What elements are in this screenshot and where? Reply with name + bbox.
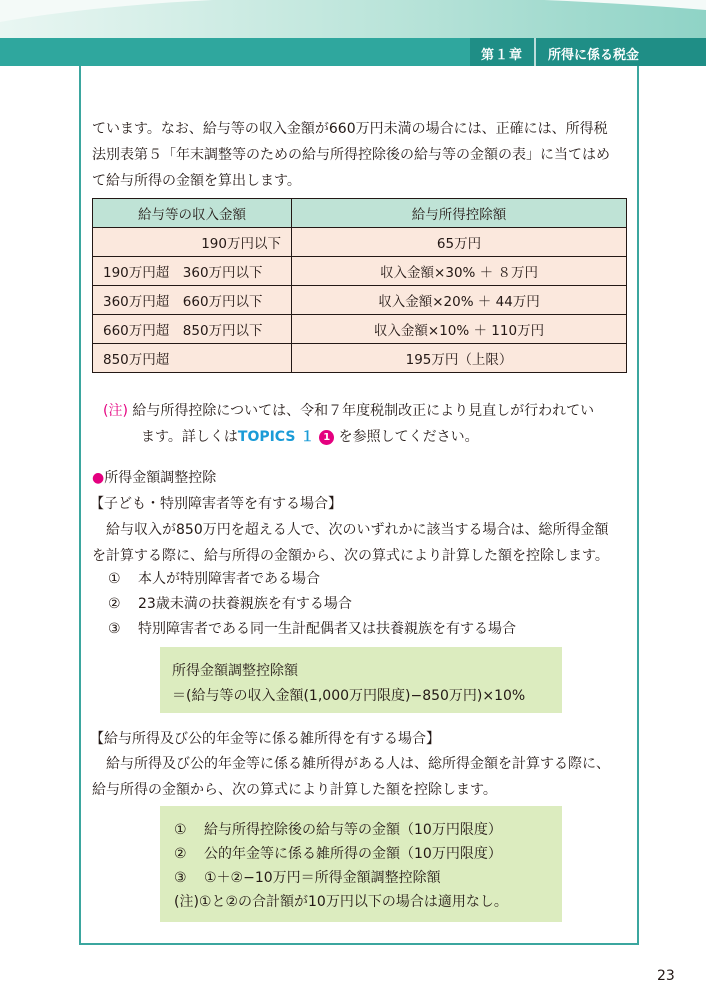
case1-list: [108, 567, 516, 642]
topics-number-badge: 1: [319, 430, 334, 445]
income-cell: 360万円超 660万円以下: [93, 286, 292, 315]
table-row: [93, 344, 627, 373]
formula-text: ＝(給与等の収入金額(1,000万円限度)−850万円)×10%: [172, 688, 526, 704]
intro-line: 法別表第５「年末調整等のための給与所得控除後の給与等の金額の表」に当てはめ: [92, 147, 610, 163]
revision-note: [103, 398, 633, 450]
note-mark: (注): [103, 403, 128, 419]
table-header-income: 給与等の収入金額: [93, 199, 292, 228]
case2-line: 給与所得及び公的年金等に係る雑所得がある人は、総所得金額を計算する際に、: [106, 756, 610, 772]
formula-box-case1: [160, 647, 562, 713]
list-item: ② 公的年金等に係る雑所得の金額（10万円限度）: [174, 846, 502, 862]
case1-paragraph: [92, 517, 632, 569]
page-number: 23: [657, 968, 675, 984]
deduction-cell: 65万円: [292, 228, 627, 257]
deduction-cell: 195万円（上限）: [292, 344, 627, 373]
case1-line: 給与収入が850万円を超える人で、次のいずれかに該当する場合は、総所得金額: [106, 522, 609, 538]
income-cell: 190万円超 360万円以下: [93, 257, 292, 286]
deduction-cell: 収入金額×30% ＋ ８万円: [292, 257, 627, 286]
table-header-deduction: 給与所得控除額: [292, 199, 627, 228]
case1-heading: 【子ども・特別障害者等を有する場合】: [90, 496, 342, 512]
note-line: 給与所得控除については、令和７年度税制改正により見直しが行われてい: [132, 403, 595, 419]
box-note: (注)①と②の合計額が10万円以下の場合は適用なし。: [174, 894, 508, 910]
table-row: [93, 257, 627, 286]
table-row: [93, 315, 627, 344]
section-title-text: 所得金額調整控除: [104, 470, 217, 486]
intro-paragraph: [92, 116, 632, 194]
table-row: [93, 286, 627, 315]
topics-bracket: １: [300, 429, 315, 445]
salary-deduction-table: [92, 198, 627, 373]
formula-box-case2: [160, 806, 562, 922]
chapter-title: 所得に係る税金: [548, 48, 640, 63]
table-row: [93, 228, 627, 257]
intro-line: ています。なお、給与等の収入金額が660万円未満の場合には、正確には、所得税: [92, 121, 608, 137]
case1-line: を計算する際に、給与所得の金額から、次の算式により計算した額を控除します。: [92, 548, 609, 564]
list-item: ① 給与所得控除後の給与等の金額（10万円限度）: [174, 822, 502, 838]
deduction-cell: 収入金額×20% ＋ 44万円: [292, 286, 627, 315]
case2-line: 給与所得の金額から、次の算式により計算した額を控除します。: [92, 782, 497, 798]
note-line: ます。詳しくは: [141, 429, 238, 445]
income-cell: 660万円超 850万円以下: [93, 315, 292, 344]
list-item: ③ 特別障害者である同一生計配偶者又は扶養親族を有する場合: [108, 621, 516, 637]
note-line: を参照してください。: [338, 429, 479, 445]
topics-link[interactable]: [238, 429, 334, 445]
list-item: ② 23歳未満の扶養親族を有する場合: [108, 596, 352, 612]
case2-paragraph: [92, 751, 632, 803]
topics-label: TOPICS: [237, 429, 296, 445]
formula-label: 所得金額調整控除額: [172, 663, 298, 679]
income-cell: 190万円以下: [93, 228, 292, 257]
intro-line: て給与所得の金額を算出します。: [92, 173, 301, 189]
deduction-cell: 収入金額×10% ＋ 110万円: [292, 315, 627, 344]
table-header-row: [93, 199, 627, 228]
bullet-dot-icon: ●: [92, 470, 105, 486]
list-item: ③ ①＋②−10万円＝所得金額調整控除額: [174, 870, 441, 886]
list-item: ① 本人が特別障害者である場合: [108, 571, 320, 587]
section-title: [92, 467, 216, 487]
income-cell: 850万円超: [93, 344, 292, 373]
case2-heading: 【給与所得及び公的年金等に係る雑所得を有する場合】: [90, 731, 440, 747]
chapter-number: 第１章: [481, 48, 524, 63]
